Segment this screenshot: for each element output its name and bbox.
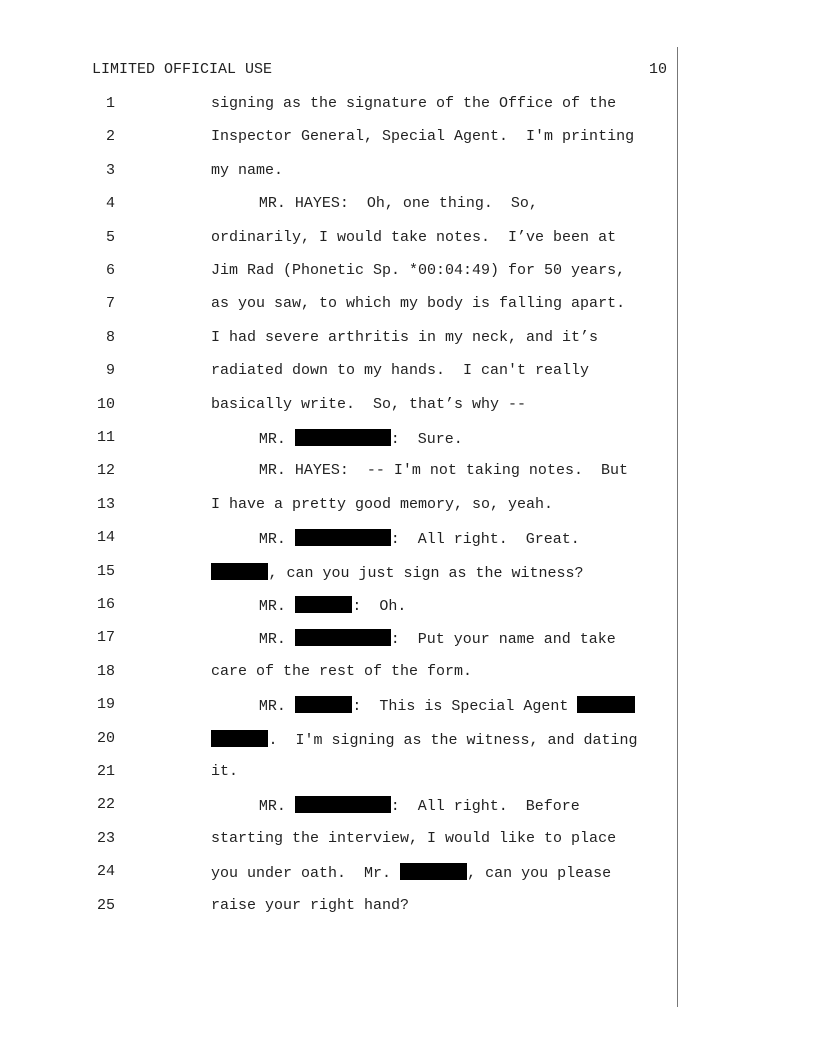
line-text-segment: signing as the signature of the Office of the xyxy=(211,95,617,112)
page-number: 10 xyxy=(648,61,667,78)
redaction-block xyxy=(295,796,391,813)
line-text xyxy=(211,863,611,882)
transcript-line xyxy=(0,897,700,917)
line-text-segment: MR. HAYES: Oh, one thing. So, xyxy=(258,195,538,213)
line-text-segment: Jim Rad (Phonetic Sp. *00:04:49) for 50 years, xyxy=(211,262,626,279)
line-text-segment: : Oh. xyxy=(352,598,407,615)
redaction-block xyxy=(295,696,352,713)
line-number: 19 xyxy=(96,696,115,714)
transcript-line xyxy=(0,596,700,616)
line-text xyxy=(211,629,616,648)
line-text xyxy=(211,162,283,179)
line-number: 7 xyxy=(105,295,115,313)
line-number: 18 xyxy=(96,662,115,680)
line-text-segment: as you saw, to which my body is falling apart. xyxy=(211,295,626,313)
line-text xyxy=(211,596,406,615)
transcript-line xyxy=(0,229,700,249)
line-number: 12 xyxy=(96,462,115,480)
line-number: 9 xyxy=(105,362,115,380)
transcript-line xyxy=(0,496,700,516)
transcript-line xyxy=(0,362,700,382)
transcript-line xyxy=(0,162,700,182)
redaction-block xyxy=(211,563,268,580)
transcript-line xyxy=(0,396,700,416)
line-text-segment: MR. xyxy=(258,698,295,716)
line-text-segment: MR. xyxy=(258,431,295,448)
transcript-line xyxy=(0,128,700,148)
line-number: 21 xyxy=(96,763,115,780)
line-text xyxy=(211,128,634,145)
line-text xyxy=(211,796,580,815)
transcript-line xyxy=(0,663,700,683)
line-number: 14 xyxy=(96,529,115,547)
line-text xyxy=(211,229,616,246)
line-text-segment: basically write. So, that’s why -- xyxy=(211,395,527,413)
line-text xyxy=(211,396,526,413)
redaction-block xyxy=(211,730,268,747)
line-text-segment: Inspector General, Special Agent. I'm printing xyxy=(211,128,635,146)
line-number: 10 xyxy=(96,395,115,413)
line-number: 15 xyxy=(96,562,115,580)
line-number: 6 xyxy=(105,262,115,279)
transcript-line xyxy=(0,295,700,315)
line-text-segment: : All right. Before xyxy=(390,798,580,816)
transcript-line xyxy=(0,830,700,850)
line-text xyxy=(211,429,463,448)
classification-header: LIMITED OFFICIAL USE xyxy=(92,61,273,78)
line-text xyxy=(211,563,584,582)
line-number: 3 xyxy=(105,161,115,179)
transcript-line xyxy=(0,863,700,883)
line-text xyxy=(211,496,553,513)
redaction-block xyxy=(295,596,352,613)
transcript-line xyxy=(0,563,700,583)
redaction-block xyxy=(400,863,467,880)
line-text-segment: it. xyxy=(211,763,239,780)
transcript-line xyxy=(0,429,700,449)
line-text-segment: , can you just sign as the witness? xyxy=(268,564,584,582)
line-text-segment: I have a pretty good memory, so, yeah. xyxy=(211,495,554,513)
line-text xyxy=(211,830,616,847)
line-text xyxy=(211,897,409,914)
line-text-segment: MR. xyxy=(258,798,295,816)
line-text xyxy=(211,730,638,749)
line-text xyxy=(211,529,580,548)
line-number: 1 xyxy=(105,95,115,112)
line-text xyxy=(211,262,625,279)
line-number: 16 xyxy=(96,596,115,613)
line-number: 24 xyxy=(96,863,115,881)
line-text-segment: , can you please xyxy=(467,865,612,883)
line-number: 23 xyxy=(96,829,115,847)
redaction-block xyxy=(295,429,391,446)
line-text xyxy=(211,696,635,715)
line-number: 5 xyxy=(105,228,115,246)
line-number: 8 xyxy=(105,328,115,346)
transcript-line xyxy=(0,262,700,282)
redaction-block xyxy=(295,529,391,546)
transcript-line xyxy=(0,696,700,716)
line-text-segment: : This is Special Agent xyxy=(352,698,578,716)
line-text xyxy=(211,663,472,680)
line-text xyxy=(211,329,598,346)
line-text-segment: radiated down to my hands. I can't really xyxy=(211,362,590,380)
transcript-line xyxy=(0,763,700,783)
redaction-block xyxy=(295,629,391,646)
line-text xyxy=(211,462,628,479)
line-number: 20 xyxy=(96,729,115,747)
line-text-segment: care of the rest of the form. xyxy=(211,662,473,680)
line-number: 25 xyxy=(96,896,115,914)
line-text-segment: : Sure. xyxy=(390,431,463,448)
line-text-segment: . I'm signing as the witness, and dating xyxy=(268,731,638,749)
line-number: 22 xyxy=(96,796,115,814)
transcript-line xyxy=(0,95,700,115)
transcript-line xyxy=(0,730,700,750)
transcript-line xyxy=(0,529,700,549)
transcript-line xyxy=(0,796,700,816)
line-number: 17 xyxy=(96,629,115,647)
redaction-block xyxy=(577,696,634,713)
line-text xyxy=(211,763,238,780)
line-number: 11 xyxy=(96,429,115,446)
line-text xyxy=(211,362,589,379)
transcript-line xyxy=(0,329,700,349)
line-text-segment: : All right. Great. xyxy=(390,531,580,549)
line-text xyxy=(211,95,616,112)
line-text-segment: ordinarily, I would take notes. I’ve been at xyxy=(211,228,617,246)
line-text-segment: you under oath. Mr. xyxy=(211,865,401,883)
transcript-line xyxy=(0,629,700,649)
transcript-line xyxy=(0,195,700,215)
line-text-segment: my name. xyxy=(211,161,284,179)
line-text-segment: MR. xyxy=(258,531,295,549)
line-text-segment: MR. xyxy=(258,598,295,615)
transcript-line xyxy=(0,462,700,482)
line-text-segment: I had severe arthritis in my neck, and it’s xyxy=(211,328,599,346)
line-number: 4 xyxy=(105,195,115,213)
line-text-segment: raise your right hand? xyxy=(211,896,410,914)
line-text xyxy=(211,295,625,312)
line-text-segment: MR. xyxy=(258,631,295,649)
line-text-segment: MR. HAYES: -- I'm not taking notes. But xyxy=(258,462,628,480)
line-text-segment: : Put your name and take xyxy=(390,631,616,649)
line-text-segment: starting the interview, I would like to place xyxy=(211,829,617,847)
line-text xyxy=(211,195,538,212)
line-number: 13 xyxy=(96,495,115,513)
line-number: 2 xyxy=(105,128,115,146)
